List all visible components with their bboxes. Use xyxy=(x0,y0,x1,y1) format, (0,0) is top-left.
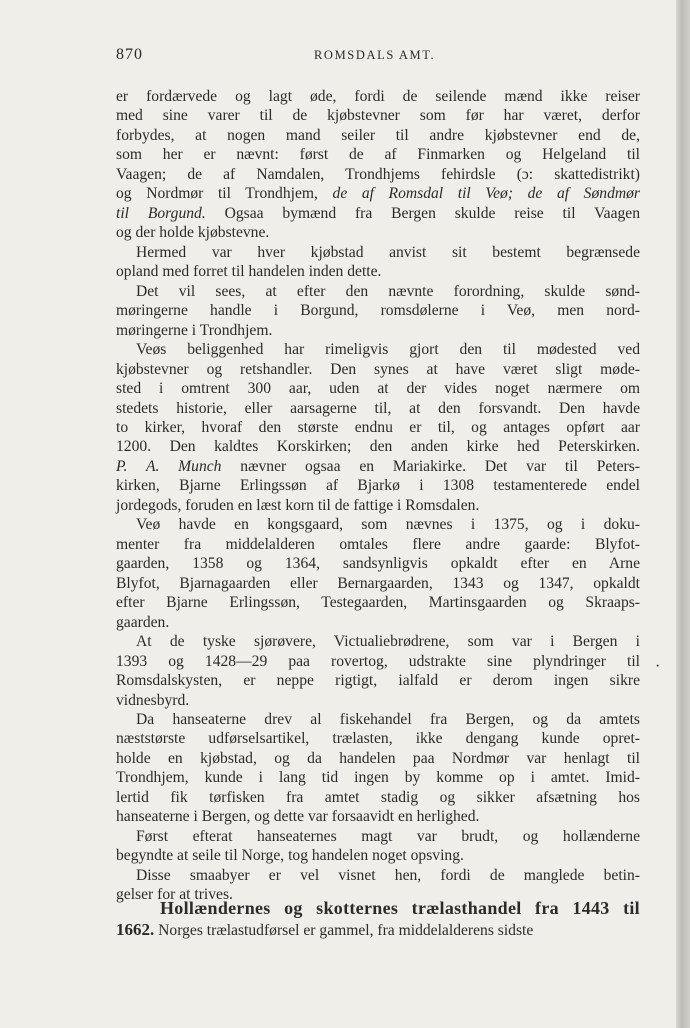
body-text xyxy=(116,87,640,905)
text-line xyxy=(116,87,640,106)
text-segment: Vaagen; de af Namdalen, Trondhjems fehirdsle (ɔ: skattedistrikt) xyxy=(116,165,640,183)
italic-segment: til Borgund. xyxy=(116,204,206,222)
text-line xyxy=(116,165,640,184)
text-segment: Veø havde en kongsgaard, som nævnes i 1375, og i doku- xyxy=(136,516,640,534)
text-segment: Det vil sees, at efter den nævnte forordning, skulde sønd- xyxy=(136,282,640,300)
text-line xyxy=(116,691,640,710)
text-line xyxy=(116,145,640,164)
text-segment: og Nordmør til Trondhjem, xyxy=(116,185,333,203)
text-line xyxy=(116,729,640,748)
text-segment: Veøs beliggenhed har rimeligvis gjort den til mødested ved xyxy=(136,341,640,359)
text-segment: 1393 og 1428—29 paa rovertog, udstrakte sine plyndringer til xyxy=(116,652,640,670)
text-line xyxy=(116,866,640,885)
text-line xyxy=(116,710,640,729)
text-line xyxy=(116,223,640,242)
text-segment: som her er nævnt: først de af Finmarken og Helgeland til xyxy=(116,146,640,164)
text-segment: gelser for at trives. xyxy=(116,886,233,904)
page-edge xyxy=(676,0,690,1028)
text-segment: to kirker, hvoraf den største endnu er til, og antages opført aar xyxy=(116,418,640,436)
text-segment: Ogsaa bymænd fra Bergen skulde reise til Vaagen xyxy=(205,204,641,222)
paragraph xyxy=(116,87,640,243)
text-line xyxy=(116,126,640,145)
text-line xyxy=(116,106,640,125)
text-line xyxy=(116,788,640,807)
text-line xyxy=(116,301,640,320)
text-line xyxy=(116,476,640,495)
margin-mark: · xyxy=(655,658,661,675)
text-segment: kirken, Bjarne Erlingssøn af Bjarkø i 1308 testamenterede endel xyxy=(116,477,640,495)
running-head: ROMSDALS AMT. xyxy=(314,48,436,62)
text-segment: næststørste udførselsartikel, trælasten, ikke dengang kunde opret- xyxy=(116,730,640,748)
text-line xyxy=(116,437,640,456)
text-segment: nævner ogsaa en Mariakirke. Det var til Peters- xyxy=(221,457,640,475)
text-segment: Da hanseaterne drev al fiskehandel fra Bergen, og da amtets xyxy=(136,711,640,728)
text-segment: forbydes, at nogen mand seiler til andre kjøbstevner end de, xyxy=(116,126,640,144)
text-segment: Først efterat hanseaternes magt var brudt, og hollænderne xyxy=(136,827,640,845)
section-continuation-line xyxy=(116,920,640,940)
paragraph xyxy=(116,515,640,632)
italic-segment: P. A. Munch xyxy=(116,457,222,475)
text-line xyxy=(116,340,640,359)
text-segment: efter Bjarne Erlingssøn, Testegaarden, Martinsgaarden og Skraaps- xyxy=(116,594,640,612)
text-line xyxy=(116,827,640,846)
text-segment: med sine varer til de kjøbstevner som før har været, derfor xyxy=(116,107,640,125)
text-segment: stedets historie, eller aarsagerne til, at den forsvandt. Den havde xyxy=(116,399,640,417)
text-segment: og der holde kjøbstevne. xyxy=(116,224,270,242)
text-line xyxy=(116,399,640,418)
text-line xyxy=(116,457,640,476)
text-line xyxy=(116,262,640,281)
paragraph xyxy=(116,282,640,340)
text-segment: møringerne handle i Borgund, romsdølerne i Veø, men nord- xyxy=(116,302,640,320)
text-line xyxy=(116,535,640,554)
text-segment: hanseaterne i Bergen, og dette var forsaavidt en herlighed. xyxy=(116,808,480,826)
text-line xyxy=(116,613,640,632)
text-line xyxy=(116,515,640,534)
text-segment: kjøbstevner og retshandler. Den synes at have været sligt møde- xyxy=(116,360,640,378)
text-segment: vidnesbyrd. xyxy=(116,691,190,709)
text-line xyxy=(116,204,640,223)
paragraph xyxy=(116,243,640,282)
section-heading-year: 1662. xyxy=(116,920,155,939)
text-line xyxy=(116,184,640,203)
text-line xyxy=(116,282,640,301)
text-segment: begyndte at seile til Norge, tog handelen noget opsving. xyxy=(116,847,464,865)
text-segment: Romsdalskysten, er neppe rigtigt, ialfald er derom ingen sikre xyxy=(116,672,640,690)
text-line xyxy=(116,593,640,612)
paragraph xyxy=(116,632,640,710)
text-segment: gaarden, 1358 og 1364, sandsynligvis opkaldt efter en Arne xyxy=(116,555,640,573)
italic-segment: de af Romsdal til Veø; de af Søndmør xyxy=(332,185,640,203)
text-line xyxy=(116,632,640,651)
text-segment: At de tyske sjørøvere, Victualiebrødrene, som var i Bergen i xyxy=(136,633,640,651)
text-line xyxy=(116,749,640,768)
text-segment: gaarden. xyxy=(116,613,170,631)
text-line xyxy=(116,846,640,865)
section-continuation-text: Norges trælastudførsel er gammel, fra middelalderens sidste xyxy=(154,922,534,939)
text-segment: menter fra middelalderen omtales flere andre gaarde: Blyfot- xyxy=(116,535,640,553)
text-segment: 1200. Den kaldtes Korskirken; den anden kirke hed Peterskirken. xyxy=(116,438,640,456)
text-segment: møringerne i Trondhjem. xyxy=(116,321,273,339)
text-line xyxy=(116,768,640,787)
text-line xyxy=(116,652,640,671)
text-segment: Disse smaabyer er vel visnet hen, fordi de manglede betin- xyxy=(136,866,640,884)
text-segment: holde en kjøbstad, og da handelen paa Nordmør var henlagt til xyxy=(116,749,640,767)
text-line xyxy=(116,243,640,262)
text-segment: er fordærvede og lagt øde, fordi de seilende mænd ikke reiser xyxy=(116,88,640,105)
text-line xyxy=(116,496,640,515)
page-number: 870 xyxy=(116,46,143,63)
paragraph xyxy=(116,710,640,827)
text-segment: sted i omtrent 300 aar, uden at der vides noget nærmere om xyxy=(116,380,640,398)
text-line xyxy=(116,418,640,437)
text-line xyxy=(116,671,640,690)
page-header xyxy=(116,46,646,70)
text-line xyxy=(116,807,640,826)
text-segment: opland med forret til handelen inden dette. xyxy=(116,263,382,281)
text-segment: lertid fik tørfisken fra amtet stadig og sikker afsætning hos xyxy=(116,788,640,806)
text-line xyxy=(116,360,640,379)
text-segment: jordegods, foruden en læst korn til de fattige i Romsdalen. xyxy=(116,496,480,514)
text-line xyxy=(116,574,640,593)
paragraph xyxy=(116,827,640,866)
text-segment: Hermed var hver kjøbstad anvist sit bestemt begrænsede xyxy=(136,243,640,261)
text-line xyxy=(116,554,640,573)
text-line xyxy=(116,321,640,340)
text-segment: Blyfot, Bjarnagaarden eller Bernargaarden, 1343 og 1347, opkaldt xyxy=(116,574,640,592)
paragraph xyxy=(116,340,640,515)
section-heading: Hollændernes og skotternes trælasthandel fra 1443 til xyxy=(160,898,640,918)
text-line xyxy=(116,379,640,398)
text-segment: Trondhjem, kunde i lang tid ingen by komme op i amtet. Imid- xyxy=(116,769,640,787)
